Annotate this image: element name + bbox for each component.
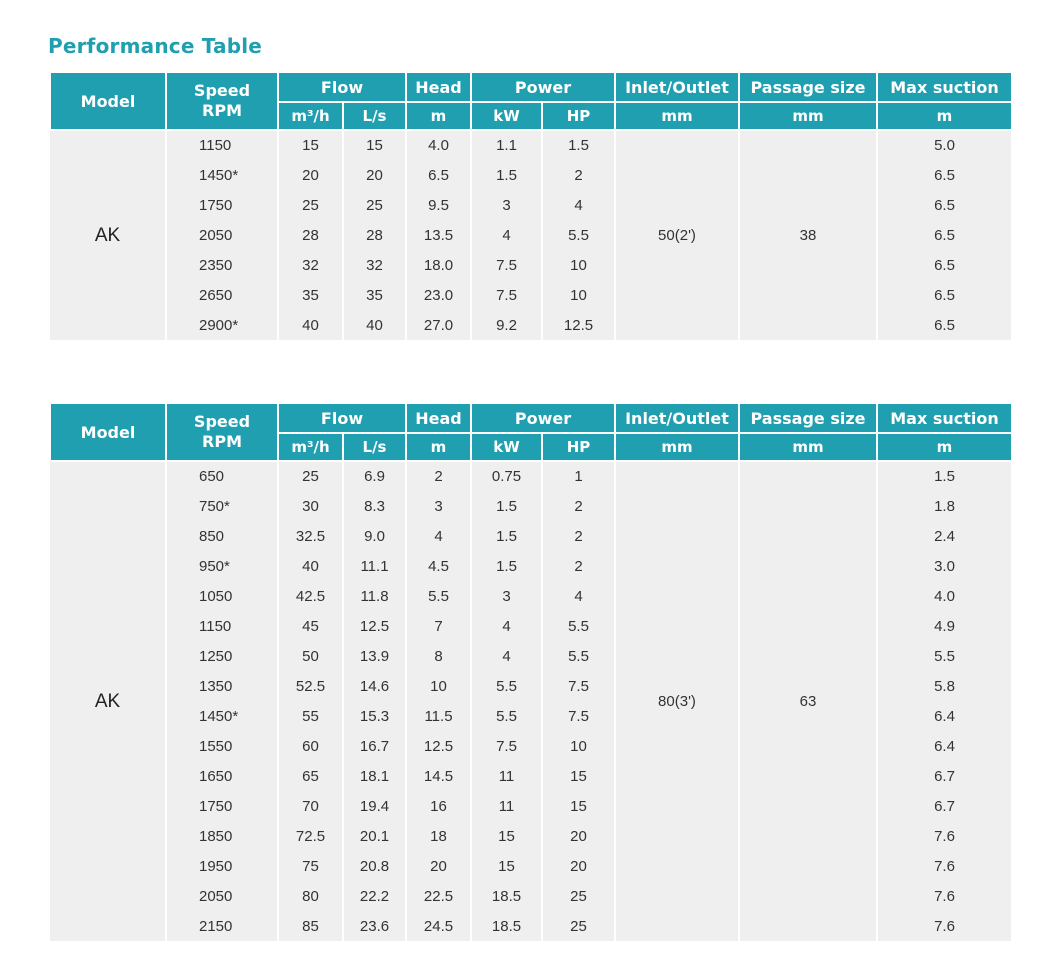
flow-ls-cell: 16.7 (343, 731, 406, 761)
head-cell: 12.5 (406, 731, 471, 761)
header-head: Head (406, 403, 471, 433)
header-rpm-label: RPM (202, 432, 242, 451)
flow-m3h-cell: 32.5 (278, 521, 343, 551)
speed-cell: 850 (166, 521, 278, 551)
flow-ls-cell: 12.5 (343, 611, 406, 641)
power-kw-cell: 18.5 (471, 881, 542, 911)
power-hp-cell: 1 (542, 461, 615, 491)
power-kw-cell: 0.75 (471, 461, 542, 491)
power-hp-cell: 12.5 (542, 310, 615, 340)
power-hp-cell: 2 (542, 551, 615, 581)
max-suction-cell: 6.5 (877, 160, 1012, 190)
header-model: Model (50, 403, 166, 461)
header-head: Head (406, 72, 471, 102)
head-cell: 4 (406, 521, 471, 551)
flow-m3h-cell: 30 (278, 491, 343, 521)
flow-ls-cell: 20.1 (343, 821, 406, 851)
flow-m3h-cell: 40 (278, 551, 343, 581)
header-inlet-outlet: Inlet/Outlet (615, 72, 739, 102)
max-suction-cell: 6.5 (877, 220, 1012, 250)
speed-cell: 2650 (166, 280, 278, 310)
power-hp-cell: 2 (542, 521, 615, 551)
header-max-suction: Max suction (877, 72, 1012, 102)
head-cell: 8 (406, 641, 471, 671)
max-suction-cell: 6.5 (877, 280, 1012, 310)
header-speed-label: Speed (193, 81, 251, 100)
power-hp-cell: 15 (542, 761, 615, 791)
flow-m3h-cell: 45 (278, 611, 343, 641)
power-hp-cell: 2 (542, 160, 615, 190)
head-cell: 24.5 (406, 911, 471, 941)
head-cell: 13.5 (406, 220, 471, 250)
power-hp-cell: 7.5 (542, 671, 615, 701)
max-suction-cell: 6.4 (877, 731, 1012, 761)
flow-m3h-cell: 25 (278, 190, 343, 220)
power-hp-cell: 10 (542, 731, 615, 761)
speed-cell: 1850 (166, 821, 278, 851)
flow-ls-cell: 20.8 (343, 851, 406, 881)
max-suction-cell: 6.7 (877, 791, 1012, 821)
flow-ls-cell: 13.9 (343, 641, 406, 671)
max-suction-cell: 7.6 (877, 851, 1012, 881)
flow-m3h-cell: 65 (278, 761, 343, 791)
max-suction-cell: 6.5 (877, 190, 1012, 220)
head-cell: 5.5 (406, 581, 471, 611)
header-flow: Flow (278, 72, 406, 102)
speed-cell: 1350 (166, 671, 278, 701)
speed-cell: 2050 (166, 220, 278, 250)
table-header (50, 403, 1012, 461)
speed-cell: 2350 (166, 250, 278, 280)
model-cell: AK (50, 461, 166, 941)
flow-ls-cell: 9.0 (343, 521, 406, 551)
flow-m3h-cell: 60 (278, 731, 343, 761)
inlet-outlet-cell: 50(2') (615, 130, 739, 340)
header-max-suction: Max suction (877, 403, 1012, 433)
header-rpm-label: RPM (202, 101, 242, 120)
flow-ls-cell: 15.3 (343, 701, 406, 731)
speed-cell: 2050 (166, 881, 278, 911)
flow-ls-cell: 11.1 (343, 551, 406, 581)
header-row-top (50, 403, 1012, 433)
unit-head-m: m (406, 433, 471, 461)
unit-passage-mm: mm (739, 433, 877, 461)
header-passage-size: Passage size (739, 72, 877, 102)
power-hp-cell: 15 (542, 791, 615, 821)
power-kw-cell: 4 (471, 220, 542, 250)
power-kw-cell: 7.5 (471, 250, 542, 280)
power-hp-cell: 10 (542, 250, 615, 280)
power-hp-cell: 7.5 (542, 701, 615, 731)
power-hp-cell: 4 (542, 190, 615, 220)
header-flow: Flow (278, 403, 406, 433)
flow-ls-cell: 28 (343, 220, 406, 250)
power-hp-cell: 20 (542, 851, 615, 881)
speed-cell: 950* (166, 551, 278, 581)
flow-m3h-cell: 42.5 (278, 581, 343, 611)
header-speed (166, 72, 278, 130)
speed-cell: 750* (166, 491, 278, 521)
power-kw-cell: 5.5 (471, 671, 542, 701)
flow-ls-cell: 40 (343, 310, 406, 340)
head-cell: 2 (406, 461, 471, 491)
inlet-outlet-cell: 80(3') (615, 461, 739, 941)
power-kw-cell: 1.5 (471, 521, 542, 551)
flow-ls-cell: 23.6 (343, 911, 406, 941)
unit-m3h: m³/h (278, 102, 343, 130)
max-suction-cell: 3.0 (877, 551, 1012, 581)
power-kw-cell: 3 (471, 581, 542, 611)
max-suction-cell: 5.8 (877, 671, 1012, 701)
head-cell: 27.0 (406, 310, 471, 340)
speed-cell: 1050 (166, 581, 278, 611)
max-suction-cell: 6.5 (877, 310, 1012, 340)
passage-size-cell: 63 (739, 461, 877, 941)
head-cell: 18 (406, 821, 471, 851)
power-kw-cell: 4 (471, 641, 542, 671)
header-speed (166, 403, 278, 461)
max-suction-cell: 7.6 (877, 911, 1012, 941)
power-kw-cell: 1.5 (471, 160, 542, 190)
power-kw-cell: 5.5 (471, 701, 542, 731)
head-cell: 11.5 (406, 701, 471, 731)
max-suction-cell: 6.7 (877, 761, 1012, 791)
power-hp-cell: 5.5 (542, 611, 615, 641)
power-kw-cell: 9.2 (471, 310, 542, 340)
speed-cell: 1150 (166, 611, 278, 641)
max-suction-cell: 2.4 (877, 521, 1012, 551)
head-cell: 14.5 (406, 761, 471, 791)
head-cell: 9.5 (406, 190, 471, 220)
header-inlet-outlet: Inlet/Outlet (615, 403, 739, 433)
flow-m3h-cell: 72.5 (278, 821, 343, 851)
speed-cell: 650 (166, 461, 278, 491)
unit-ls: L/s (343, 102, 406, 130)
unit-passage-mm: mm (739, 102, 877, 130)
flow-ls-cell: 14.6 (343, 671, 406, 701)
head-cell: 18.0 (406, 250, 471, 280)
head-cell: 7 (406, 611, 471, 641)
head-cell: 23.0 (406, 280, 471, 310)
flow-ls-cell: 6.9 (343, 461, 406, 491)
head-cell: 6.5 (406, 160, 471, 190)
head-cell: 16 (406, 791, 471, 821)
flow-ls-cell: 18.1 (343, 761, 406, 791)
max-suction-cell: 6.5 (877, 250, 1012, 280)
flow-m3h-cell: 28 (278, 220, 343, 250)
speed-cell: 1450* (166, 701, 278, 731)
power-hp-cell: 5.5 (542, 641, 615, 671)
header-model: Model (50, 72, 166, 130)
head-cell: 4.0 (406, 130, 471, 160)
header-power: Power (471, 72, 615, 102)
header-passage-size: Passage size (739, 403, 877, 433)
unit-kw: kW (471, 433, 542, 461)
speed-cell: 1950 (166, 851, 278, 881)
model-cell: AK (50, 130, 166, 340)
flow-m3h-cell: 80 (278, 881, 343, 911)
head-cell: 10 (406, 671, 471, 701)
flow-ls-cell: 15 (343, 130, 406, 160)
max-suction-cell: 7.6 (877, 881, 1012, 911)
max-suction-cell: 6.4 (877, 701, 1012, 731)
power-kw-cell: 11 (471, 791, 542, 821)
passage-size-cell: 38 (739, 130, 877, 340)
power-kw-cell: 4 (471, 611, 542, 641)
flow-m3h-cell: 15 (278, 130, 343, 160)
unit-suction-m: m (877, 433, 1012, 461)
unit-kw: kW (471, 102, 542, 130)
power-kw-cell: 3 (471, 190, 542, 220)
head-cell: 4.5 (406, 551, 471, 581)
flow-ls-cell: 32 (343, 250, 406, 280)
flow-m3h-cell: 52.5 (278, 671, 343, 701)
header-row-top (50, 72, 1012, 102)
performance-table-2 (49, 402, 1013, 941)
power-hp-cell: 5.5 (542, 220, 615, 250)
power-kw-cell: 15 (471, 851, 542, 881)
unit-inlet-mm: mm (615, 102, 739, 130)
max-suction-cell: 4.9 (877, 611, 1012, 641)
max-suction-cell: 1.5 (877, 461, 1012, 491)
table-row (50, 130, 1012, 160)
power-hp-cell: 1.5 (542, 130, 615, 160)
flow-m3h-cell: 85 (278, 911, 343, 941)
power-kw-cell: 18.5 (471, 911, 542, 941)
table-row (50, 461, 1012, 491)
flow-ls-cell: 25 (343, 190, 406, 220)
flow-m3h-cell: 70 (278, 791, 343, 821)
speed-cell: 1250 (166, 641, 278, 671)
power-kw-cell: 1.1 (471, 130, 542, 160)
power-kw-cell: 1.5 (471, 491, 542, 521)
table-body (50, 461, 1012, 941)
power-hp-cell: 25 (542, 911, 615, 941)
flow-m3h-cell: 25 (278, 461, 343, 491)
speed-cell: 1650 (166, 761, 278, 791)
max-suction-cell: 5.5 (877, 641, 1012, 671)
power-kw-cell: 1.5 (471, 551, 542, 581)
unit-head-m: m (406, 102, 471, 130)
power-kw-cell: 7.5 (471, 280, 542, 310)
unit-hp: HP (542, 102, 615, 130)
table-header (50, 72, 1012, 130)
speed-cell: 1150 (166, 130, 278, 160)
max-suction-cell: 7.6 (877, 821, 1012, 851)
page-title: Performance Table (48, 34, 263, 58)
head-cell: 20 (406, 851, 471, 881)
max-suction-cell: 4.0 (877, 581, 1012, 611)
unit-inlet-mm: mm (615, 433, 739, 461)
flow-m3h-cell: 75 (278, 851, 343, 881)
flow-ls-cell: 20 (343, 160, 406, 190)
speed-cell: 1750 (166, 791, 278, 821)
flow-ls-cell: 11.8 (343, 581, 406, 611)
speed-cell: 1750 (166, 190, 278, 220)
flow-ls-cell: 8.3 (343, 491, 406, 521)
unit-suction-m: m (877, 102, 1012, 130)
speed-cell: 2900* (166, 310, 278, 340)
header-power: Power (471, 403, 615, 433)
flow-m3h-cell: 20 (278, 160, 343, 190)
performance-table-1 (49, 71, 1013, 340)
power-hp-cell: 2 (542, 491, 615, 521)
power-kw-cell: 15 (471, 821, 542, 851)
head-cell: 3 (406, 491, 471, 521)
unit-hp: HP (542, 433, 615, 461)
power-hp-cell: 10 (542, 280, 615, 310)
power-hp-cell: 20 (542, 821, 615, 851)
unit-ls: L/s (343, 433, 406, 461)
table-body (50, 130, 1012, 340)
unit-m3h: m³/h (278, 433, 343, 461)
max-suction-cell: 5.0 (877, 130, 1012, 160)
speed-cell: 1450* (166, 160, 278, 190)
max-suction-cell: 1.8 (877, 491, 1012, 521)
flow-ls-cell: 19.4 (343, 791, 406, 821)
flow-m3h-cell: 35 (278, 280, 343, 310)
flow-m3h-cell: 40 (278, 310, 343, 340)
head-cell: 22.5 (406, 881, 471, 911)
header-speed-label: Speed (193, 412, 251, 431)
power-hp-cell: 25 (542, 881, 615, 911)
flow-m3h-cell: 55 (278, 701, 343, 731)
power-kw-cell: 11 (471, 761, 542, 791)
flow-m3h-cell: 50 (278, 641, 343, 671)
speed-cell: 2150 (166, 911, 278, 941)
flow-m3h-cell: 32 (278, 250, 343, 280)
power-hp-cell: 4 (542, 581, 615, 611)
power-kw-cell: 7.5 (471, 731, 542, 761)
speed-cell: 1550 (166, 731, 278, 761)
flow-ls-cell: 22.2 (343, 881, 406, 911)
flow-ls-cell: 35 (343, 280, 406, 310)
